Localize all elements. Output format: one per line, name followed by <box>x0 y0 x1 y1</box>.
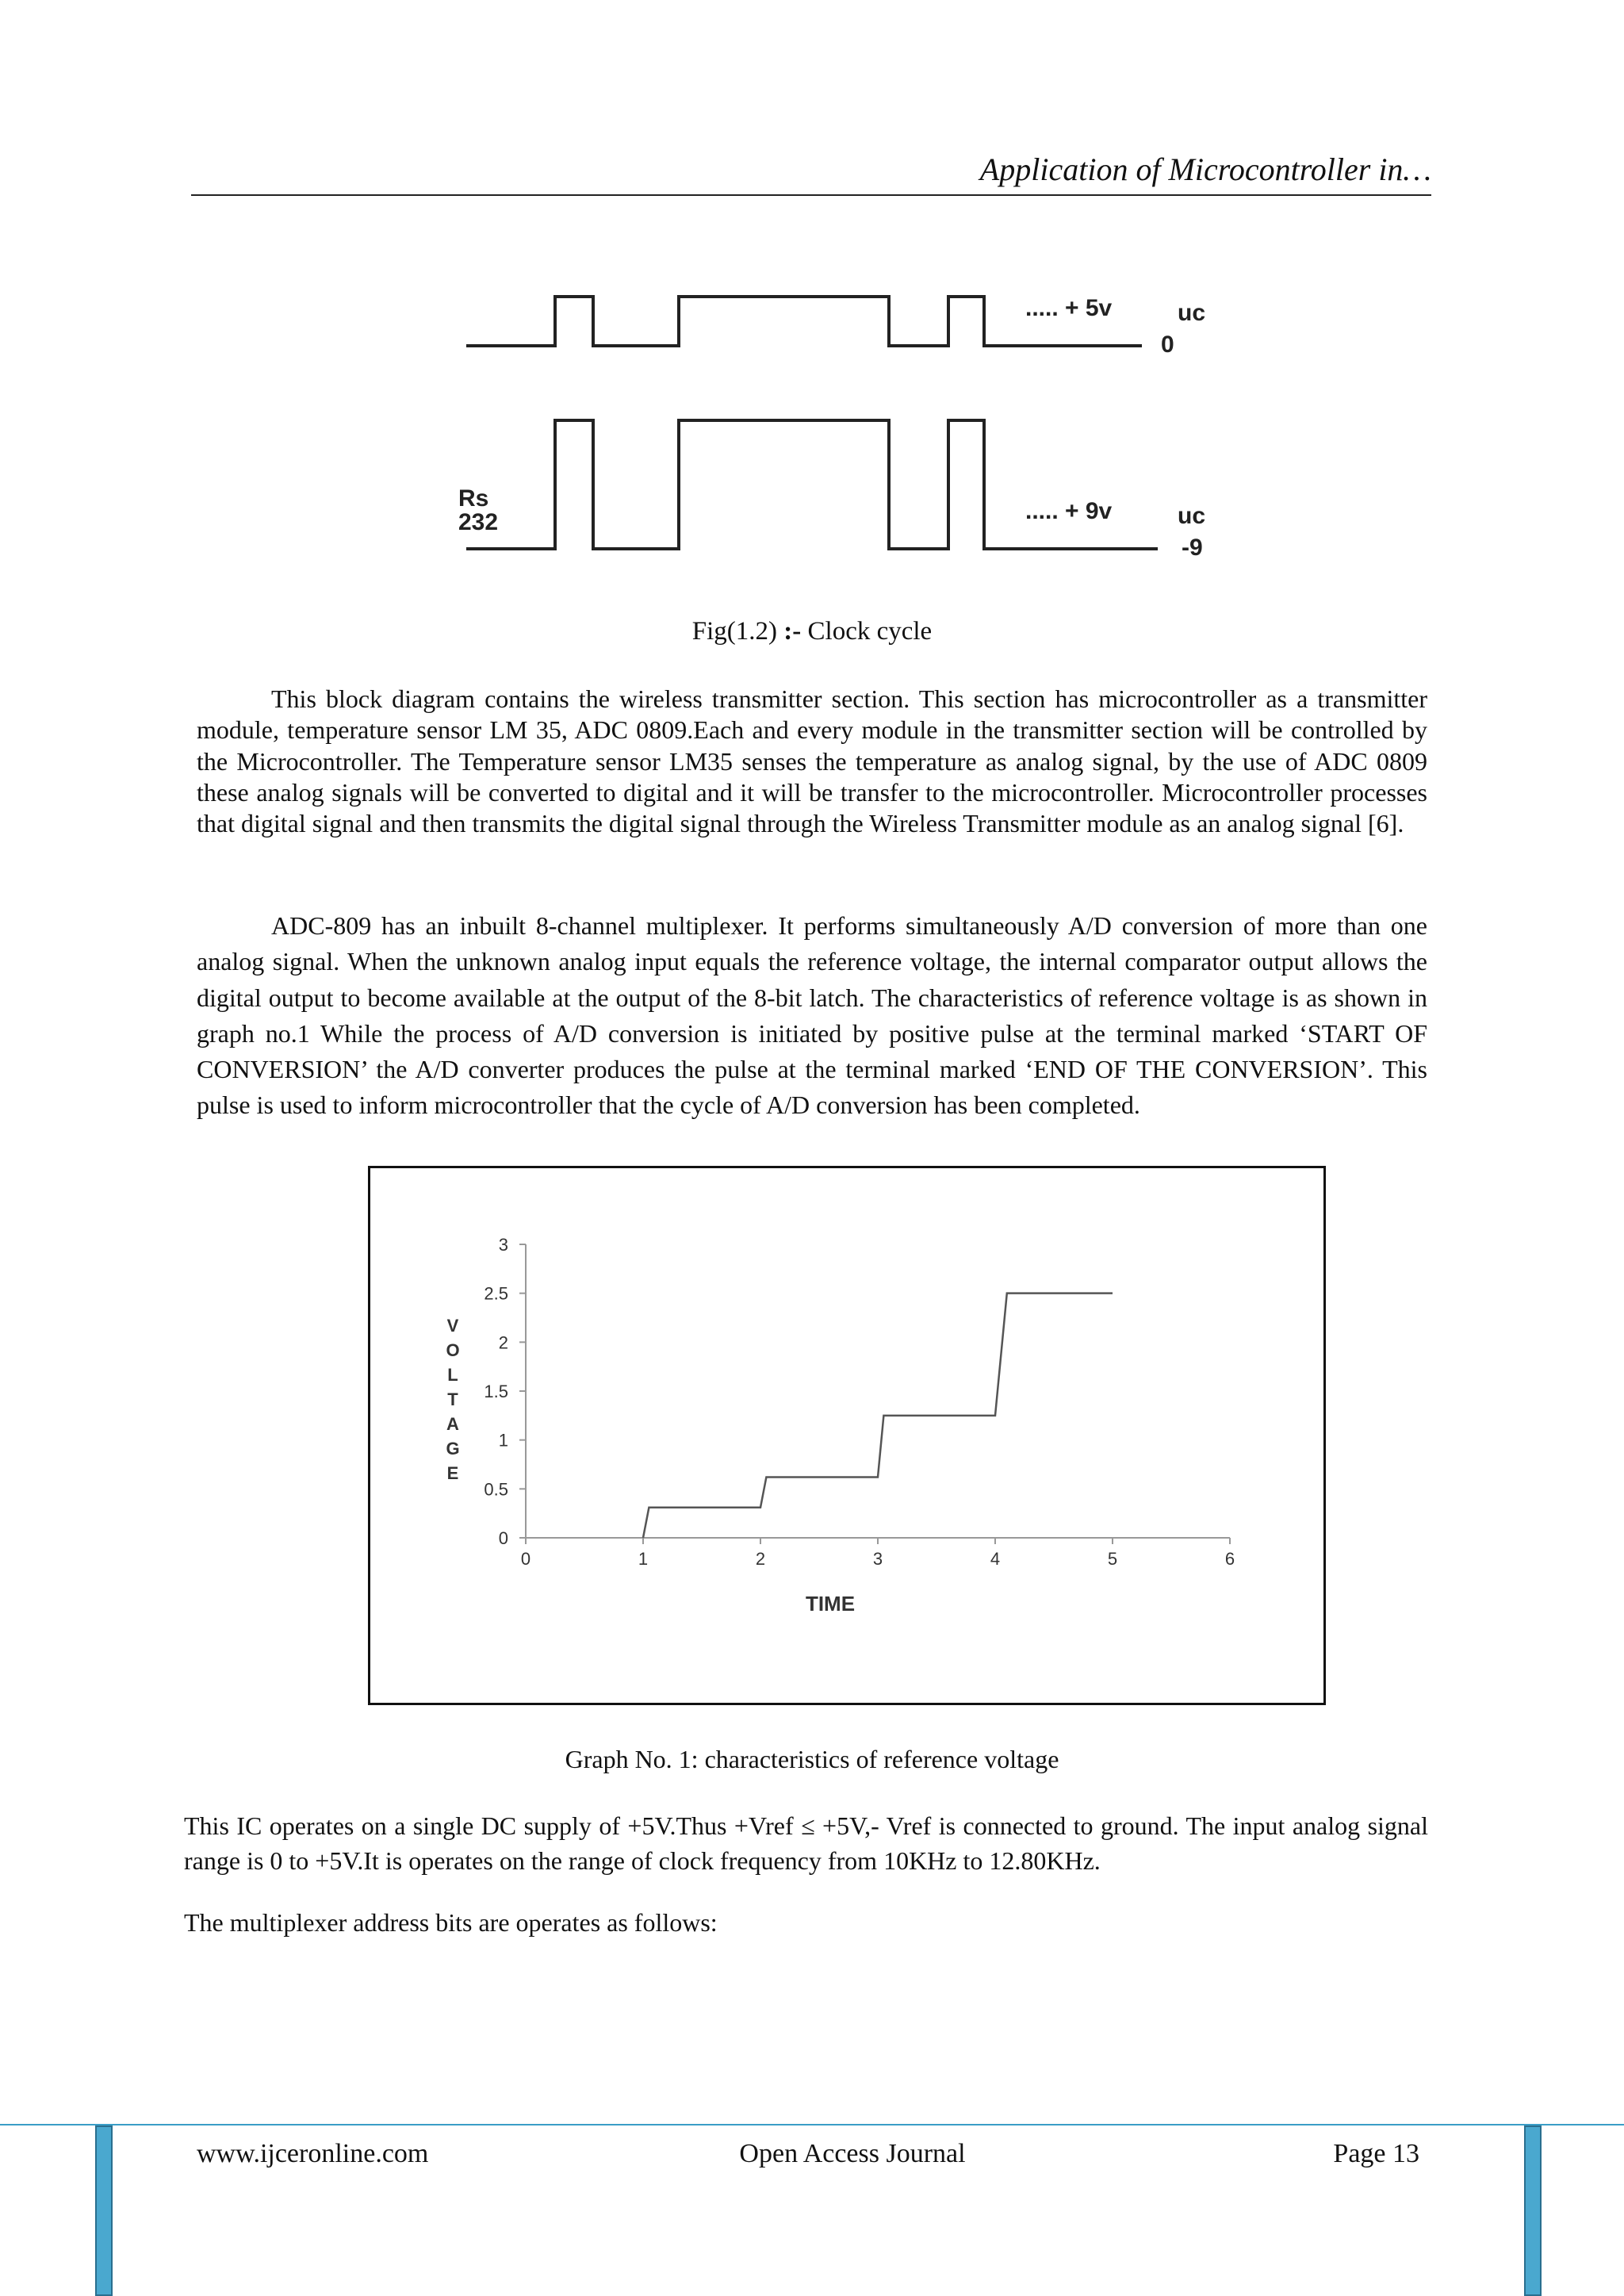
paragraph-adc <box>197 908 1427 1124</box>
uc-side-label: uc <box>1178 300 1206 326</box>
y-axis-label-letter: V <box>446 1316 459 1336</box>
uc-low-label: 0 <box>1161 332 1174 358</box>
rs232-waveform <box>466 420 1158 549</box>
rs-label-line2: 232 <box>458 509 499 535</box>
paragraph-transmitter-text: This block diagram contains the wireless transmitter section. This section has microcontroller as a transmitter module, temperature sensor LM 35, ADC 0809.Each and every module in the transmitter section will be controlled by the Microcontroller. The Temperature sensor LM35 senses the temperature as analog signal, by the use of ADC 0809 these analog signals will be converted to digital and it will be transfer to the microcontroller. Microcontroller processes that digital signal and then transmits the digital signal through the Wireless Transmitter module as an analog signal [6]. <box>197 684 1427 838</box>
footer-rule <box>0 2124 1624 2125</box>
footer-journal: Open Access Journal <box>739 2139 966 2168</box>
rs-label-line1: Rs <box>458 485 489 512</box>
series-line <box>643 1294 1113 1538</box>
running-header: Application of Microcontroller in… <box>979 151 1431 187</box>
graph-frame <box>368 1166 1326 1705</box>
figure-caption-separator: :- <box>783 617 802 646</box>
y-axis-label-letter: E <box>446 1463 459 1483</box>
y-axis-label-letter: L <box>447 1365 458 1385</box>
y-axis-label-letter: T <box>447 1389 458 1409</box>
y-tick-label: 1 <box>498 1430 508 1451</box>
x-tick-label: 1 <box>638 1549 649 1569</box>
y-tick-label: 1.5 <box>484 1382 508 1401</box>
y-axis-label-letter: G <box>446 1439 460 1458</box>
y-axis-label-letter: O <box>446 1340 460 1360</box>
rs-high-label: ..... + 9v <box>1025 498 1113 524</box>
x-tick-label: 5 <box>1107 1549 1118 1569</box>
figure-caption-number: Fig(1.2) <box>691 617 778 646</box>
x-tick-label: 3 <box>872 1549 883 1569</box>
rs-low-label: -9 <box>1182 535 1203 561</box>
x-tick-label: 6 <box>1224 1549 1235 1569</box>
paragraph-multiplexer: The multiplexer address bits are operates as follows: <box>184 1908 718 1937</box>
header-rule <box>191 194 1431 196</box>
rs-side-label: uc <box>1178 503 1206 529</box>
paragraph-supply: This IC operates on a single DC supply of +5V.Thus +Vref ≤ +5V,- Vref is connected to ground. The input analog signal range is 0 to +5V.It is operates on the range of clock frequency from 10KHz to 12.80KHz. <box>184 1811 1428 1875</box>
y-tick-label: 2 <box>498 1332 508 1353</box>
y-tick-label: 3 <box>498 1235 508 1255</box>
figure-caption-text: Clock cycle <box>807 617 933 646</box>
uc-high-label: ..... + 5v <box>1025 295 1113 321</box>
x-tick-label: 4 <box>990 1549 1001 1569</box>
y-tick-label: 0 <box>498 1528 508 1548</box>
paragraph-transmitter <box>197 684 1427 839</box>
y-tick-label: 2.5 <box>484 1283 508 1304</box>
x-tick-label: 0 <box>520 1549 531 1569</box>
y-axis-label-letter: A <box>446 1414 459 1434</box>
figure-caption <box>0 617 1624 646</box>
footer-page-number: Page 13 <box>1333 2139 1419 2168</box>
clock-cycle-figure <box>444 286 1237 571</box>
footer-website-link[interactable]: www.ijceronline.com <box>197 2139 429 2168</box>
y-tick-label: 0.5 <box>484 1479 508 1500</box>
graph-caption: Graph No. 1: characteristics of reference voltage <box>565 1745 1059 1773</box>
x-axis-label: TIME <box>805 1592 856 1616</box>
paragraph-adc-text: ADC-809 has an inbuilt 8-channel multiplexer. It performs simultaneously A/D conversion of more than one analog signal. When the unknown analog input equals the reference voltage, the internal comparator output allows the digital output to become available at the output of the 8-bit latch. The characteristics of reference voltage is as shown in graph no.1 While the process of A/D conversion is initiated by positive pulse at the terminal marked ‘START OF CONVERSION’ the A/D converter produces the pulse at the terminal marked ‘END OF THE CONVERSION’. This pulse is used to inform microcontroller that the cycle of A/D conversion has been completed. <box>197 911 1427 1120</box>
x-tick-label: 2 <box>755 1549 766 1569</box>
reference-voltage-chart <box>370 1168 1323 1703</box>
